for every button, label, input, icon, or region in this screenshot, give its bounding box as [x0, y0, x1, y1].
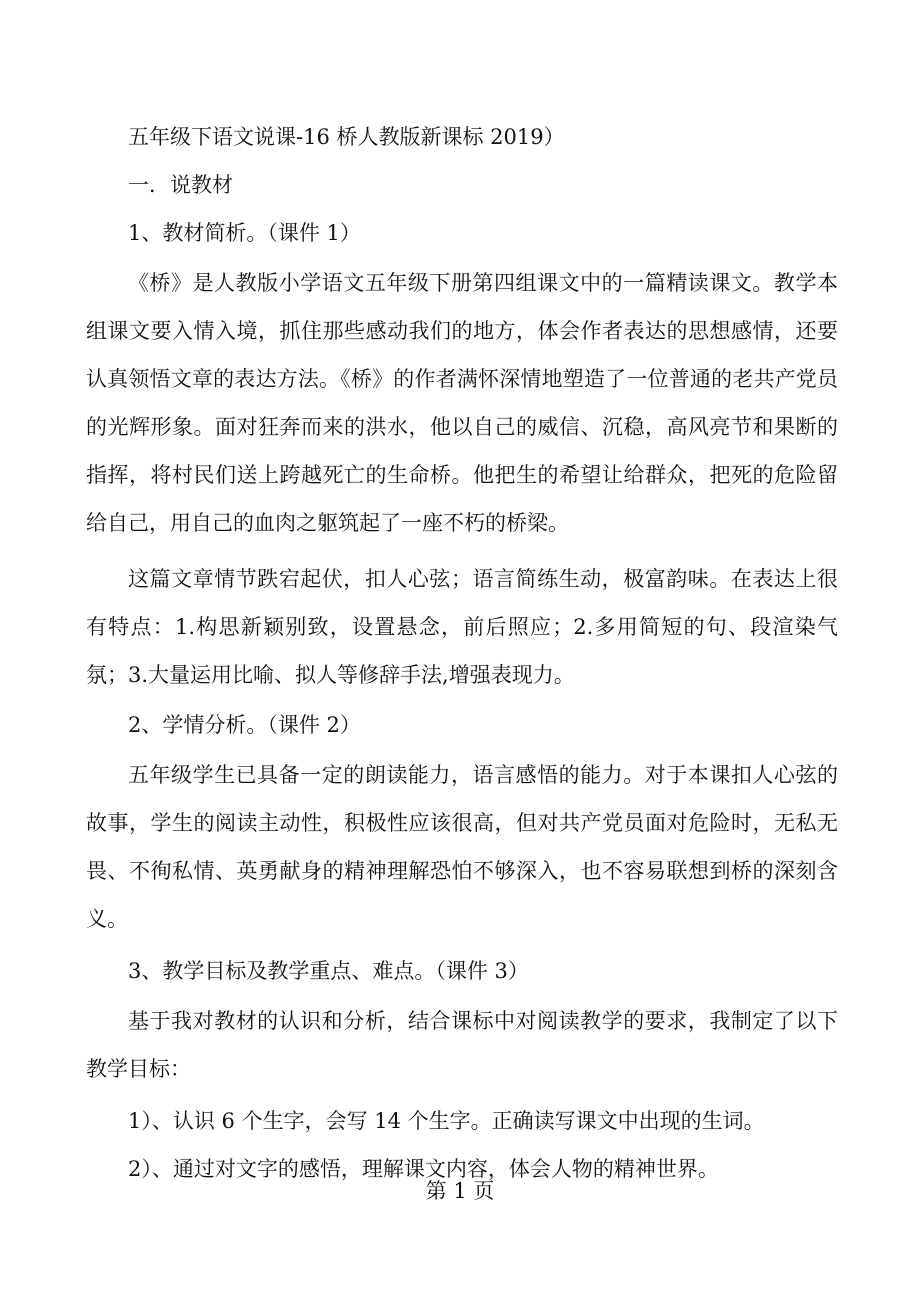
paragraph-material-overview: 《桥》是人教版小学语文五年级下册第四组课文中的一篇精读课文。教学本组课文要入情入境，抓住那些感动我们的地方，体会作者表达的思想感情，还要认真领悟文章的表达方法。《桥》的作者满怀深情地塑造了一位普通的老共产党员的光辉形象。面对狂奔而来的洪水，他以自己的威信、沉稳，高风亮节和果断的指挥，将村民们送上跨越死亡的生命桥。他把生的希望让给群众，把死的危险留给自己，用自己的血肉之躯筑起了一座不朽的桥梁。 — [86, 271, 838, 535]
paragraph-article-features: 这篇文章情节跌宕起伏，扣人心弦；语言简练生动，极富韵味。在表达上很有特点：1.构思新颖别致，设置悬念，前后照应；2.多用简短的句、段渲染气氛；3.大量运用比喻、拟人等修辞手法,增强表现力。 — [86, 567, 838, 687]
item-heading-student-analysis: 2、学情分析。（课件 2） — [128, 713, 361, 737]
section-heading-teaching-material: 一．说教材 — [128, 173, 233, 197]
paragraph-student-analysis: 五年级学生已具备一定的朗读能力，语言感悟的能力。对于本课扣人心弦的故事，学生的阅读主动性，积极性应该很高，但对共产党员面对危险时，无私无畏、不徇私情、英勇献身的精神理解恐怕不够深入，也不容易联想到桥的深刻含义。 — [86, 763, 838, 931]
list-item-goal-1: 1）、认识 6 个生字，会写 14 个生字。正确读写课文中出现的生词。 — [128, 1109, 765, 1133]
document-title: 五年级下语文说课-16 桥人教版新课标 2019） — [128, 125, 565, 149]
document-body — [86, 121, 838, 1185]
list-item-goal-2: 2）、通过对文字的感悟，理解课文内容，体会人物的精神世界。 — [128, 1157, 719, 1181]
item-heading-material-analysis: 1、教材简析。（课件 1） — [128, 221, 361, 245]
page-number: 第 1 页 — [425, 1179, 495, 1203]
item-heading-teaching-goals: 3、教学目标及教学重点、难点。（课件 3） — [128, 959, 529, 983]
paragraph-teaching-goals-intro: 基于我对教材的认识和分析，结合课标中对阅读教学的要求，我制定了以下教学目标： — [86, 1009, 838, 1081]
